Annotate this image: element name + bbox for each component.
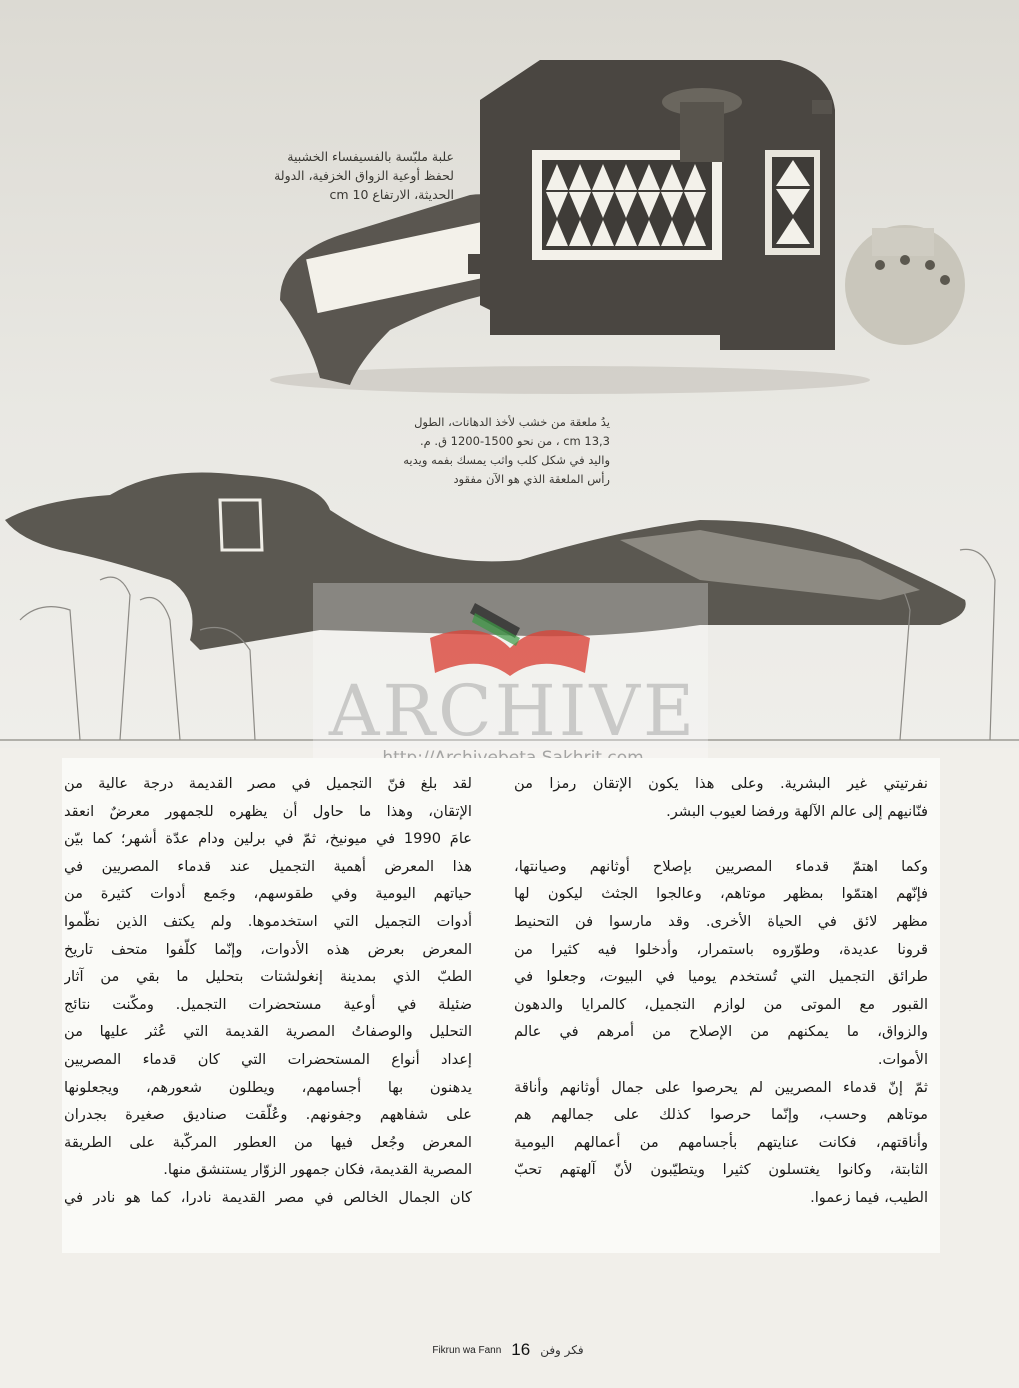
- caption-line: يدُ ملعقة من خشب لأخذ الدهانات، الطول: [414, 415, 610, 429]
- text-line: فنّانيهم إلى عالم الآلهة ورفضا لعيوب البشر.: [666, 802, 928, 820]
- text-line: أدوات التجميل التي استخدموها. ولم يكتف الذين نظّموا: [64, 912, 472, 930]
- text-line: حياتهم اليومية وفي طقوسهم، وجَمع أدوات كثيرة من: [64, 885, 472, 903]
- text-line: إعداد أنواع المستحضرات التي كان قدماء المصريين: [64, 1050, 472, 1068]
- text-line: المعرض وجُعل فيها من العطور المركّبة على الطريقة: [64, 1133, 472, 1151]
- text-line: القبور مع الموتى من لوازم التجميل، كالمرايا والدهون: [514, 995, 928, 1013]
- text-line: ضئيلة في أوعية مستحضرات التجميل. ومكّنت نتائج: [64, 995, 472, 1013]
- footer-title: Fikrun wa Fann: [432, 1344, 502, 1356]
- text-line: لقد بلغ فنّ التجميل في مصر القديمة درجة عالية من: [64, 775, 472, 792]
- caption-line: لحفظ أوعية الزواق الخزفية، الدولة: [274, 168, 454, 183]
- text-line: موتاهم وحسب، وإنّما حرصوا كذلك على جمالهم هم: [514, 1106, 928, 1124]
- text-line: والزواق، ما يمكنهم من الإصلاح من أمرهم في عالم: [514, 1023, 928, 1041]
- text-line: هذا المعرض أهمية التجميل عند قدماء المصريين في: [64, 857, 472, 875]
- archive-logo-icon: [420, 598, 600, 678]
- paragraph-gap: [514, 825, 928, 853]
- cosmetic-box-photo: [240, 40, 980, 410]
- page-number: 16: [511, 1340, 531, 1359]
- article-column-left: [64, 770, 472, 1212]
- text-line: الأموات.: [877, 1050, 928, 1068]
- text-line: فإنّهم اهتمّوا بمظهر موتاهم، وعالجوا الجثث ليكون لها: [514, 885, 928, 903]
- text-line: المعرض بعرض هذه الأدوات، وإنّما كلّفوا متحف تاريخ: [64, 940, 472, 958]
- spoon-caption: [388, 413, 610, 489]
- box-caption: [240, 147, 454, 204]
- text-line: الإتقان، وهذا ما حاول أن يظهره للجمهور معرضٌ انعقد: [64, 802, 472, 820]
- text-line: وكما اهتمّ قدماء المصريين بإصلاح أوثانهم وصيانتها،: [514, 857, 928, 875]
- caption-line: رأس الملعقة الذي هو الآن مفقود: [453, 472, 610, 486]
- footer-arabic-title: فكر وفن: [540, 1343, 584, 1357]
- text-line: قرونا عديدة، وطوّروه باستمرار، وأدخلوا فيه كثيرا من: [514, 940, 928, 958]
- text-line: على شفاههم وجفونهم. وعُلّقت صناديق صغيرة بجدران: [64, 1106, 472, 1124]
- text-line: كان الجمال الخالص في مصر القديمة نادرا، كما هو نادر في: [64, 1188, 472, 1206]
- text-line: طرائق التجميل التي تُستخدم يوميا في البيوت، وجعلوا في: [514, 968, 928, 986]
- text-line: مظهر لائق في الحياة الأخرى. وقد مارسوا فن التحنيط: [514, 912, 928, 930]
- caption-line: علبة ملبّسة بالفسيفساء الخشبية: [287, 149, 454, 164]
- text-line: المصرية القديمة، فكان جمهور الزوّار يستنشق منها.: [163, 1161, 472, 1179]
- text-line: الطيب، فيما زعموا.: [810, 1188, 928, 1206]
- caption-line: 13,3 cm ، من نحو 1500-1200 ق. م.: [419, 434, 610, 448]
- text-line: يدهنون بها أجسامهم، ويطلون شعورهم، ويجعلونها: [64, 1078, 472, 1096]
- text-line: الثابتة، وكانوا يغتسلون كثيرا ويتطيّبون لأنّ آلهتهم تحبّ: [514, 1161, 928, 1179]
- text-line: عامَ 1990 في ميونيخ، ثمّ في برلين ودام عدّة أشهر؛ كما بيّن: [64, 830, 472, 848]
- article-column-right: [514, 770, 928, 1212]
- page-footer: [392, 1332, 624, 1368]
- watermark-text: ARCHIVE: [328, 670, 698, 752]
- caption-line: واليد في شكل كلب واثب يمسك بفمه ويديه: [403, 453, 610, 467]
- text-line: وأناقتهم، فكانت عنايتهم بأجسامهم من أعمالهم اليومية: [514, 1133, 928, 1151]
- text-line: ثمّ إنّ قدماء المصريين لم يحرصوا على جمال أوثانهم وأناقة: [514, 1078, 928, 1096]
- caption-line: الحديثة، الارتفاع 10 cm: [329, 187, 454, 202]
- text-line: التحليل والوصفاتُ المصرية القديمة التي عُثر عليها من: [64, 1023, 472, 1041]
- text-line: الطبّ الذي بمدينة إنغولشتات بتحليل ما بقي من آثار: [64, 968, 472, 986]
- text-line: نفرتيتي غير البشرية. وعلى هذا يكون الإتقان رمزا من: [514, 775, 928, 792]
